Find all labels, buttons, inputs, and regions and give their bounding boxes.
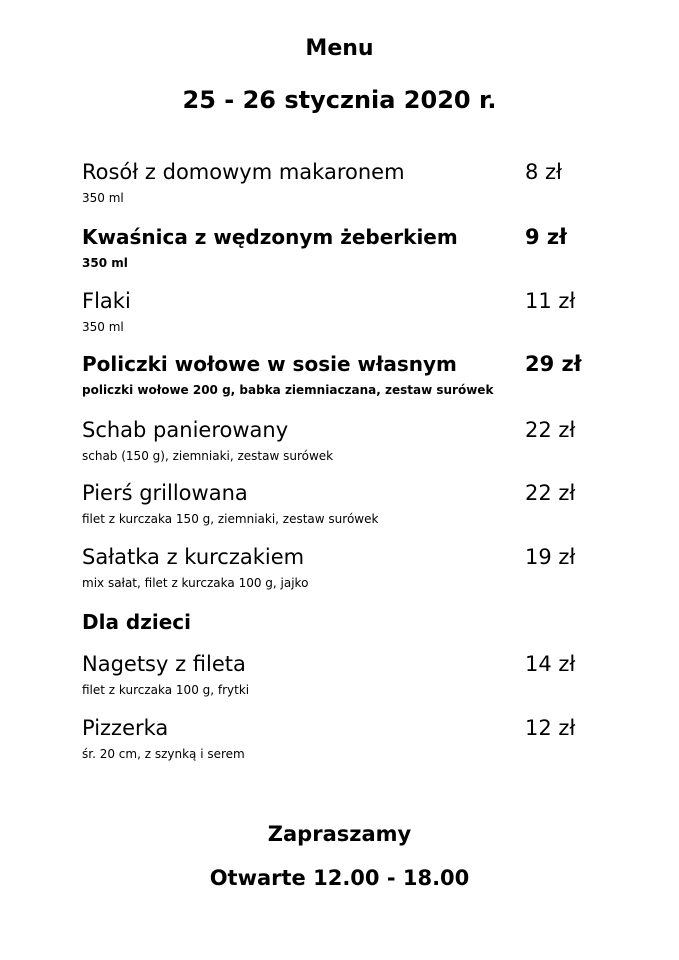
menu-title: Menu bbox=[305, 36, 374, 61]
item-name: Pizzerka bbox=[82, 716, 169, 740]
item-price: 22 zł bbox=[525, 481, 576, 505]
item-description: schab (150 g), ziemniaki, zestaw surówek bbox=[82, 449, 334, 463]
item-description: filet z kurczaka 100 g, frytki bbox=[82, 683, 250, 697]
kids-section-heading: Dla dzieci bbox=[82, 610, 192, 634]
item-description: mix sałat, filet z kurczaka 100 g, jajko bbox=[82, 576, 309, 590]
item-description: filet z kurczaka 150 g, ziemniaki, zestaw surówek bbox=[82, 512, 379, 526]
item-description: śr. 20 cm, z szynką i serem bbox=[82, 747, 245, 761]
item-name: Pierś grillowana bbox=[82, 481, 248, 505]
item-name: Policzki wołowe w sosie własnym bbox=[82, 352, 457, 376]
item-name: Rosół z domowym makaronem bbox=[82, 160, 405, 184]
item-name: Sałatka z kurczakiem bbox=[82, 545, 305, 569]
item-price: 19 zł bbox=[525, 545, 576, 569]
item-price: 14 zł bbox=[525, 652, 576, 676]
footer-invite: Zapraszamy bbox=[267, 822, 412, 846]
item-price: 29 zł bbox=[525, 352, 582, 376]
item-name: Schab panierowany bbox=[82, 418, 289, 442]
item-description: 350 ml bbox=[82, 191, 124, 205]
item-price: 9 zł bbox=[525, 225, 567, 249]
menu-date: 25 - 26 stycznia 2020 r. bbox=[182, 86, 497, 114]
item-name: Kwaśnica z wędzonym żeberkiem bbox=[82, 225, 458, 249]
item-price: 12 zł bbox=[525, 716, 576, 740]
opening-hours: Otwarte 12.00 - 18.00 bbox=[209, 866, 470, 890]
item-description: policzki wołowe 200 g, babka ziemniaczana, zestaw surówek bbox=[82, 383, 494, 397]
item-price: 22 zł bbox=[525, 418, 576, 442]
item-name: Nagetsy z fileta bbox=[82, 652, 246, 676]
item-name: Flaki bbox=[82, 289, 131, 313]
item-description: 350 ml bbox=[82, 256, 128, 270]
item-description: 350 ml bbox=[82, 320, 124, 334]
item-price: 11 zł bbox=[525, 289, 576, 313]
item-price: 8 zł bbox=[525, 160, 563, 184]
